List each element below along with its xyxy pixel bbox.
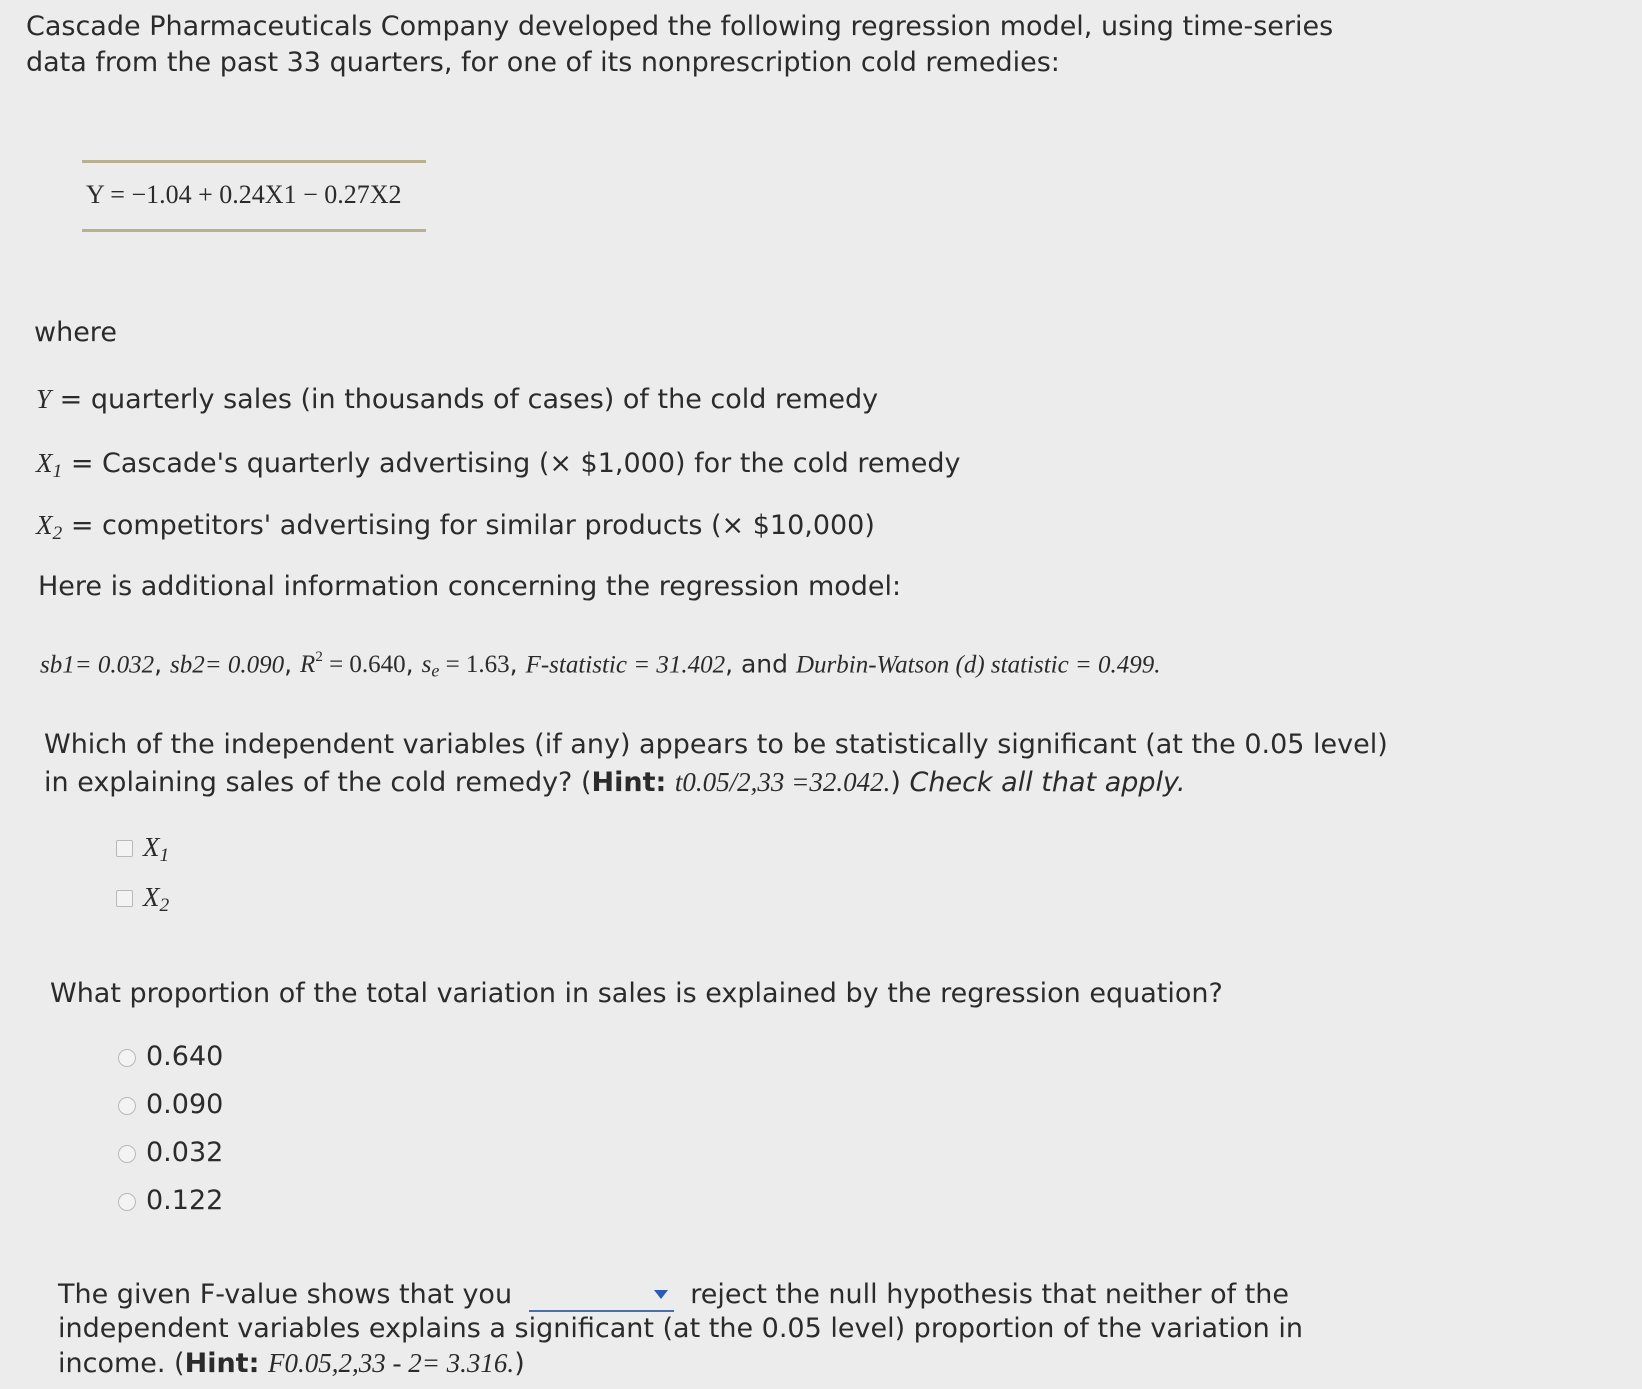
q2-option-0640[interactable]: 0.640 [118,1040,223,1074]
x2-definition-text: = competitors' advertising for similar products (× $10,000) [70,510,875,541]
radio-0640[interactable] [118,1049,136,1067]
intro-line-1: Cascade Pharmaceuticals Company developed the following regression model, using time-series [26,11,1334,42]
stat-and: and [740,649,789,679]
y-definition-text: = quarterly sales (in thousands of cases) of the cold remedy [59,384,879,415]
radio-0090[interactable] [118,1097,136,1115]
definition-x1 [36,446,960,489]
x1-symbol: $X_1$ [36,448,63,482]
checkbox-x1[interactable] [116,840,133,857]
f-test-dropdown[interactable] [529,1280,674,1312]
q2-question: What proportion of the total variation in sales is explained by the regression equation? [50,978,1223,1009]
q2-option-0122[interactable]: 0.122 [118,1184,223,1218]
definition-y [36,382,878,417]
x1-definition-text: = Cascade's quarterly advertising (× $1,000) for the cold remedy [70,448,961,479]
q1-line-1: Which of the independent variables (if any) appears to be statistically significant (at the 0.05 level) [44,729,1388,760]
q1-hint-value: t0.05/2,33 =32.042. [674,767,891,797]
additional-info-label: Here is additional information concerning the regression model: [38,571,902,602]
q3-line-3: income. (Hint: F0.05,2,33 - 2= 3.316.) [58,1348,525,1379]
definition-x2 [36,508,875,551]
equation-top-rule [82,160,426,163]
stat-se: $s_e = 1.63$ [421,651,510,681]
equation-bottom-rule [82,229,426,232]
chevron-down-icon [654,1290,668,1299]
q1-option-x1[interactable]: $X_1$ [116,830,169,873]
q3-hint-label: Hint: [184,1348,260,1379]
where-label: where [34,317,117,348]
q2-option-0032[interactable]: 0.032 [118,1136,223,1170]
q3-line-2: independent variables explains a significant (at the 0.05 level) proportion of the variation in [58,1313,1303,1344]
stat-r2: $R^2 = 0.640$ [300,649,406,679]
stat-sb1: sb1= 0.032 [40,651,155,679]
stat-sb2: sb2= 0.090 [170,651,285,679]
q2-option-0090[interactable]: 0.090 [118,1088,223,1122]
radio-0122[interactable] [118,1193,136,1211]
regression-stats: sb1= 0.032, sb2= 0.090, $R^2 = 0.640$, $s_e = 1.63$, F-statistic = 31.402, and Durbin-Watson (d) statistic = 0.499. [40,649,1161,681]
stat-durbin-watson: Durbin-Watson (d) statistic = 0.499. [795,651,1161,679]
intro-line-2: data from the past 33 quarters, for one of its nonprescription cold remedies: [26,47,1060,78]
y-symbol: Y [36,384,52,414]
q1-check-all: Check all that apply. [909,767,1186,798]
q1-option-x2[interactable]: $X_2$ [116,880,169,923]
q3-hint-value: F0.05,2,33 - 2= 3.316. [267,1348,515,1378]
checkbox-x2[interactable] [116,890,133,907]
q1-line-2: in explaining sales of the cold remedy? (Hint: t0.05/2,33 =32.042.) Check all that apply. [44,767,1186,798]
q1-hint-label: Hint: [591,767,667,798]
stat-f: F-statistic = 31.402 [525,651,726,679]
q3-line-1: The given F-value shows that you reject the null hypothesis that neither of the [58,1279,1290,1310]
x2-symbol: $X_2$ [36,510,63,544]
radio-0032[interactable] [118,1145,136,1163]
regression-equation: Y = −1.04 + 0.24X1 − 0.27X2 [86,180,402,209]
